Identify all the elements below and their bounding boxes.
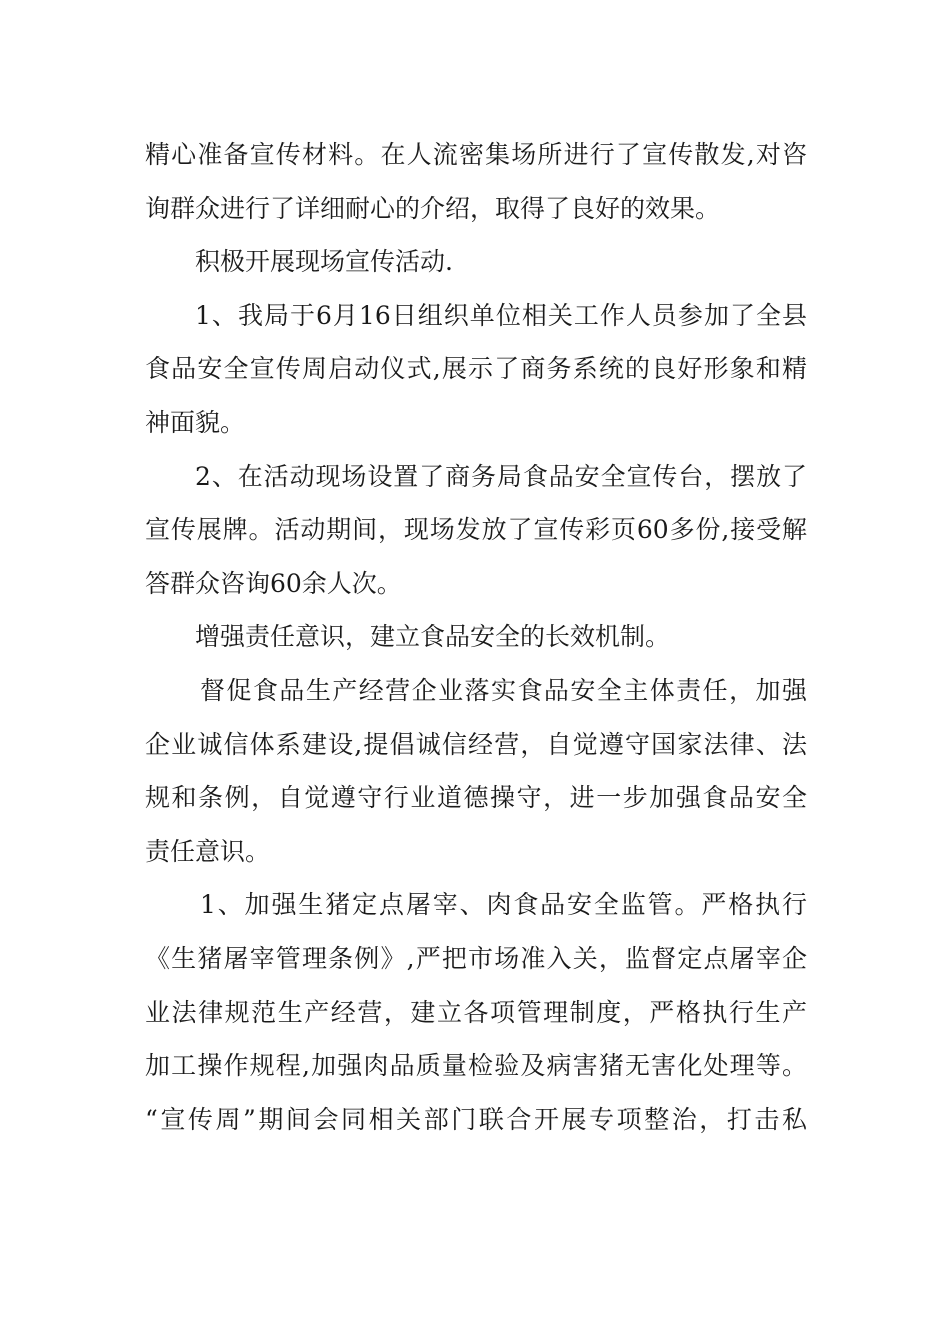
text-line: 神面貌。 bbox=[145, 407, 246, 437]
text-line: 询群众进行了详细耐心的介绍，取得了良好的效果。 bbox=[145, 193, 721, 223]
text-line: 1、我局于6月16日组织单位相关工作人员参加了全县 bbox=[195, 300, 807, 330]
text-line: 食品安全宣传周启动仪式,展示了商务系统的良好形象和精 bbox=[145, 354, 807, 384]
text-line: 加工操作规程,加强肉品质量检验及病害猪无害化处理等。 bbox=[145, 1051, 807, 1081]
text-line: “宣传周”期间会同相关部门联合开展专项整治，打击私 bbox=[145, 1104, 807, 1134]
text-line: 精心准备宣传材料。在人流密集场所进行了宣传散发,对咨 bbox=[145, 140, 807, 169]
text-line: 增强责任意识，建立食品安全的长效机制。 bbox=[195, 622, 671, 652]
text-line: 《生猪屠宰管理条例》,严把市场准入关，监督定点屠宰企 bbox=[145, 943, 807, 973]
text-line: 2、在活动现场设置了商务局食品安全宣传台，摆放了 bbox=[195, 461, 807, 491]
text-line: 答群众咨询60余人次。 bbox=[145, 568, 402, 598]
text-line: 业法律规范生产经营，建立各项管理制度，严格执行生产 bbox=[145, 997, 807, 1027]
text-line: 宣传展牌。活动期间，现场发放了宣传彩页60多份,接受解 bbox=[145, 515, 807, 545]
text-line: 督促食品生产经营企业落实食品安全主体责任，加强 bbox=[200, 675, 807, 705]
document-body bbox=[145, 128, 807, 1146]
text-line: 1、加强生猪定点屠宰、肉食品安全监管。严格执行 bbox=[200, 890, 807, 920]
text-line: 积极开展现场宣传活动. bbox=[195, 247, 453, 277]
text-line: 规和条例，自觉遵守行业道德操守，进一步加强食品安全 bbox=[145, 783, 807, 813]
text-line: 企业诚信体系建设,提倡诚信经营，自觉遵守国家法律、法 bbox=[145, 729, 807, 759]
text-line: 责任意识。 bbox=[145, 836, 271, 866]
